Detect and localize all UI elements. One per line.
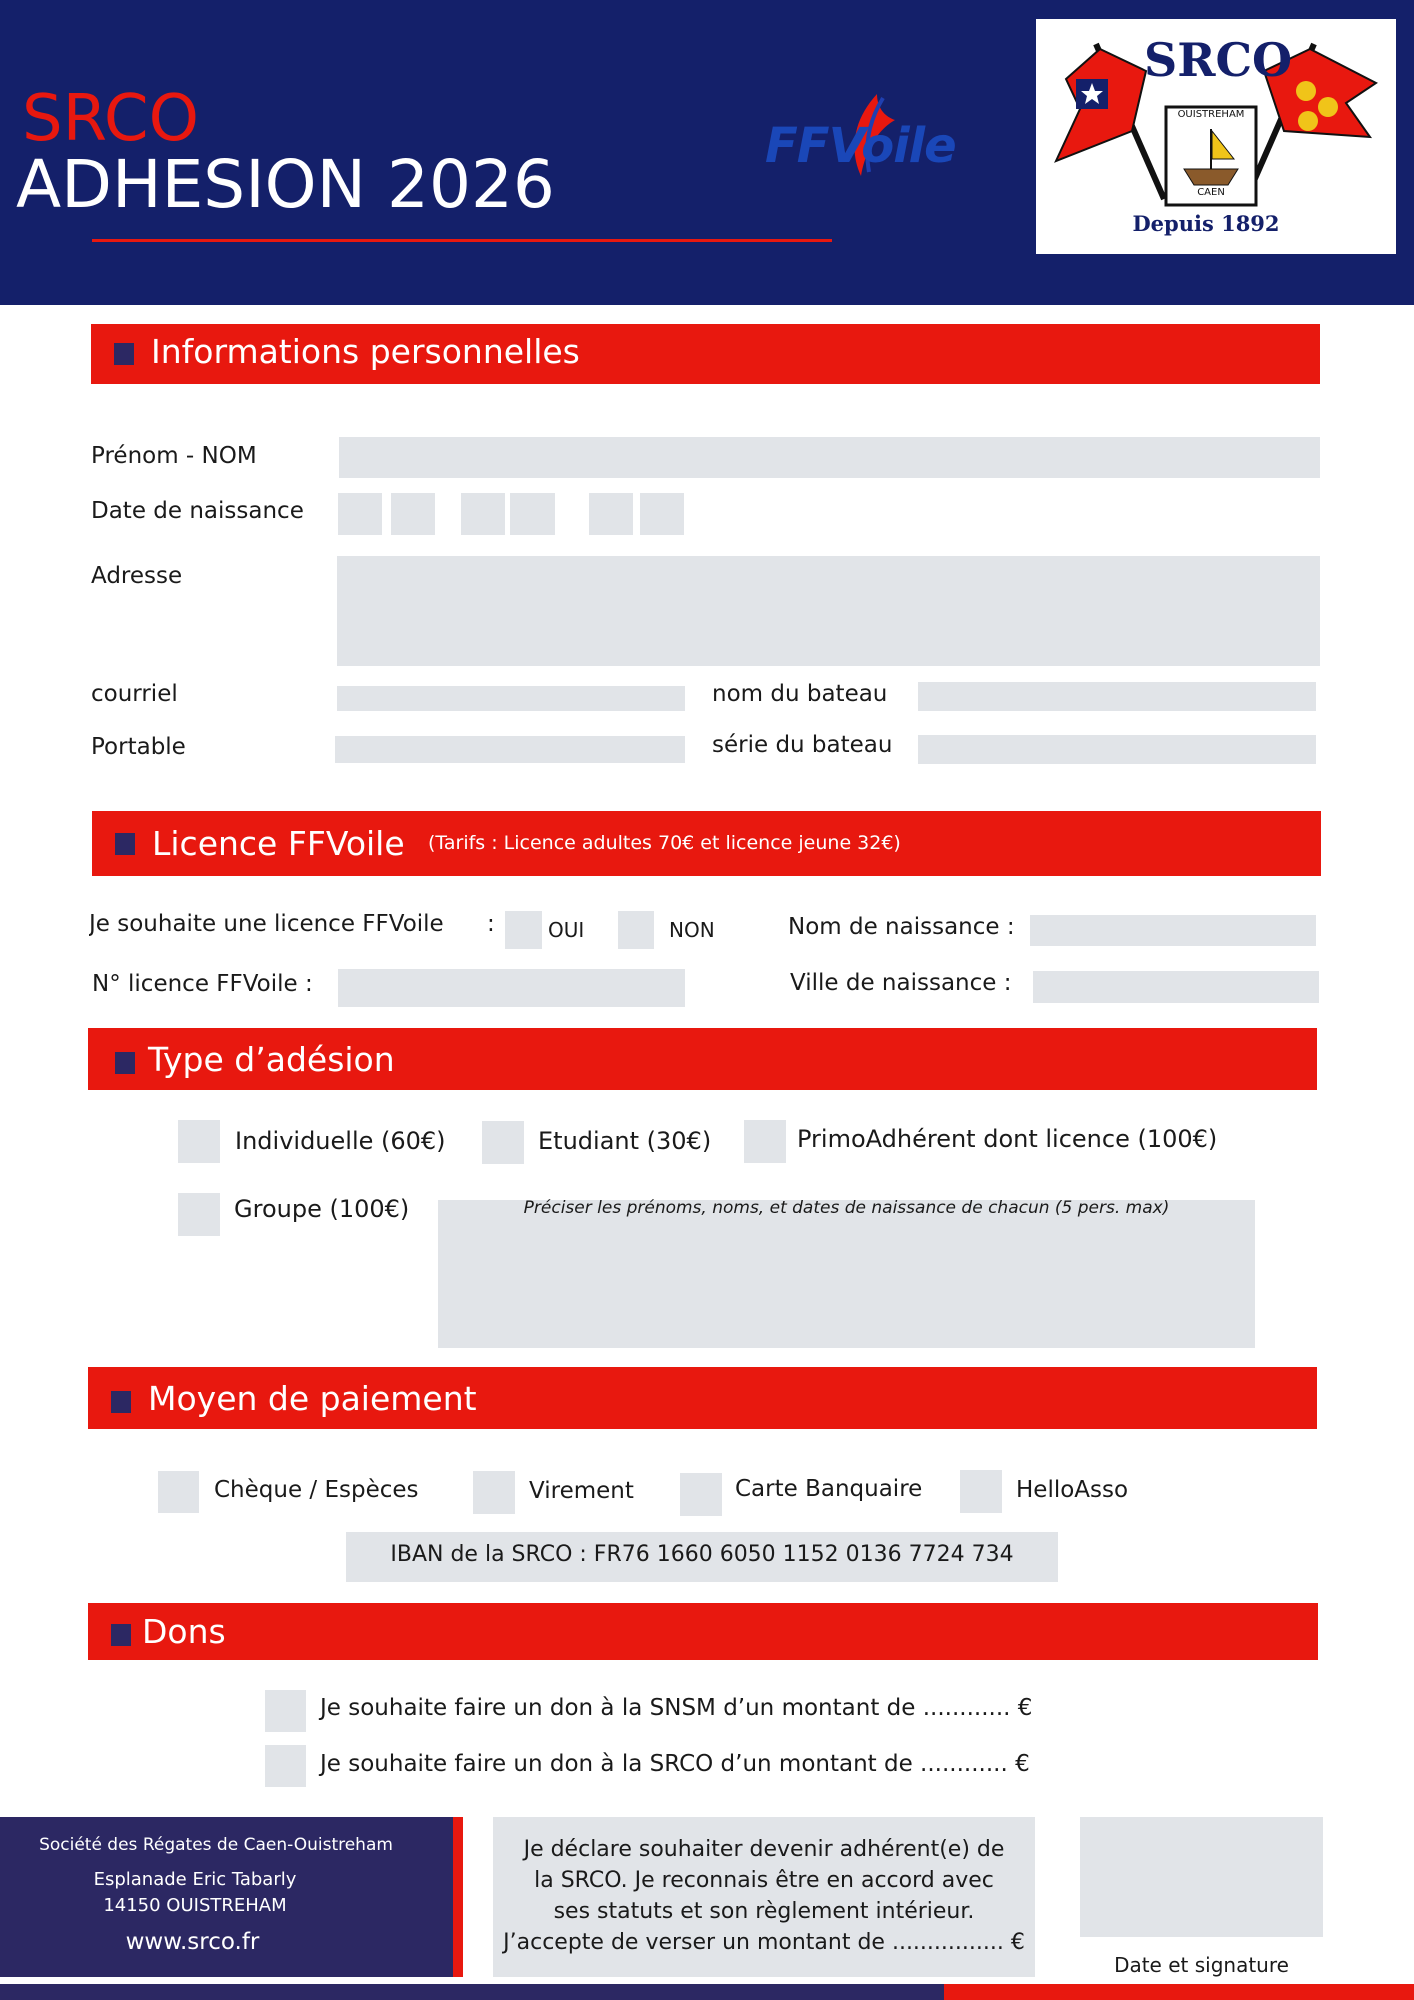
club-logo-town: CAEN [1197,187,1225,198]
cheque-label: Chèque / Espèces [214,1477,419,1503]
email-label: courriel [91,681,178,707]
section-marker [115,833,135,855]
boat-name-input[interactable] [918,682,1316,711]
name-input[interactable] [339,437,1320,478]
don-snsm-checkbox[interactable] [265,1690,306,1732]
declaration-line-3: ses statuts et son règlement intérieur. [553,1899,975,1924]
declaration-text [493,1834,1035,1958]
birth-year-2[interactable] [640,493,684,535]
declaration-line-1: Je déclare souhaiter devenir adhérent(e) de [523,1837,1005,1862]
birth-date-label: Date de naissance [91,498,304,524]
address-label: Adresse [91,563,183,589]
footer-org-name: Société des Régates de Caen-Ouistreham [39,1835,393,1855]
section-licence-note: (Tarifs : Licence adultes 70€ et licence jeune 32€) [428,832,901,854]
boat-name-label: nom du bateau [712,681,888,707]
footer-address-line1: Esplanade Eric Tabarly [93,1869,297,1890]
club-logo-city: OUISTREHAM [1177,109,1245,120]
email-input[interactable] [337,686,685,711]
ffvoile-logo: FFVoile [765,90,975,180]
individual-checkbox[interactable] [178,1120,220,1163]
first-time-checkbox[interactable] [744,1120,786,1163]
section-dons-title: Dons [142,1612,226,1651]
licence-number-label: N° licence FFVoile : [92,971,313,997]
cheque-checkbox[interactable] [158,1471,199,1513]
iban-text: IBAN de la SRCO : FR76 1660 6050 1152 0136 7724 734 [390,1542,1014,1567]
student-label: Etudiant (30€) [538,1127,712,1155]
don-srco-checkbox[interactable] [265,1745,306,1787]
birth-month-1[interactable] [461,493,505,535]
section-payment [88,1367,1317,1429]
club-logo [1036,19,1396,254]
footer-address-panel [0,1817,453,1977]
section-licence-title: Licence FFVoile [152,824,405,863]
section-personal-title: Informations personnelles [151,332,580,371]
licence-wish-label: Je souhaite une licence FFVoile [89,911,444,937]
birth-city-label: Ville de naissance : [790,970,1012,996]
declaration-line-2: la SRCO. Je reconnais être en accord avec [534,1868,994,1893]
birth-name-input[interactable] [1030,915,1316,946]
group-label: Groupe (100€) [234,1195,410,1223]
birth-day-1[interactable] [338,493,382,535]
don-snsm-label: Je souhaite faire un don à la SNSM d’un montant de ............ € [320,1695,1033,1721]
section-payment-title: Moyen de paiement [148,1379,477,1418]
page-title: ADHESION 2026 [16,146,555,223]
licence-number-input[interactable] [338,969,685,1007]
club-logo-since: Depuis 1892 [1132,211,1280,236]
group-note: Préciser les prénoms, noms, et dates de naissance de chacun (5 pers. max) [523,1198,1170,1218]
birth-name-label: Nom de naissance : [788,914,1015,940]
card-checkbox[interactable] [680,1473,722,1516]
address-input[interactable] [337,556,1320,666]
licence-wish-colon: : [487,911,495,937]
licence-yes-label: OUI [548,918,585,942]
footer-bottom-red [944,1984,1414,2000]
licence-yes-checkbox[interactable] [505,911,542,949]
org-title: SRCO [22,82,199,156]
declaration-line-4: J’accepte de verser un montant de ................ € [503,1930,1025,1955]
club-logo-name: SRCO [1144,33,1293,87]
card-label: Carte Banquaire [735,1476,923,1502]
section-type [88,1028,1317,1090]
section-marker [111,1391,131,1413]
section-personal [91,324,1320,384]
birth-city-input[interactable] [1033,971,1319,1003]
footer-website-link[interactable]: www.srco.fr [125,1929,260,1955]
birth-year-1[interactable] [589,493,633,535]
section-type-title: Type d’adésion [148,1040,395,1079]
group-checkbox[interactable] [178,1193,220,1236]
don-srco-label: Je souhaite faire un don à la SRCO d’un montant de ............ € [320,1751,1030,1777]
helloasso-label: HelloAsso [1016,1477,1129,1503]
boat-series-input[interactable] [918,735,1316,764]
helloasso-checkbox[interactable] [960,1470,1002,1513]
header-band [0,0,1414,305]
name-label: Prénom - NOM [91,443,257,469]
transfer-checkbox[interactable] [473,1471,515,1514]
licence-no-label: NON [669,918,715,942]
student-checkbox[interactable] [482,1121,524,1164]
section-marker [114,343,134,365]
signature-input[interactable] [1080,1817,1323,1937]
phone-label: Portable [91,734,186,760]
transfer-label: Virement [529,1478,634,1504]
section-marker [111,1624,131,1646]
footer-address-line2: 14150 OUISTREHAM [103,1895,287,1916]
individual-label: Individuelle (60€) [235,1127,446,1155]
first-time-label: PrimoAdhérent dont licence (100€) [797,1125,1218,1153]
phone-input[interactable] [335,736,685,763]
section-marker [115,1052,135,1074]
birth-day-2[interactable] [391,493,435,535]
boat-series-label: série du bateau [712,732,893,758]
title-underline [92,239,832,242]
licence-no-checkbox[interactable] [618,911,654,949]
footer-bottom-band [0,1984,944,2000]
signature-label: Date et signature [1114,1953,1289,1977]
birth-month-2[interactable] [510,493,555,535]
footer-red-stripe [453,1817,463,1977]
section-licence [92,811,1321,876]
group-members-input[interactable] [438,1200,1255,1348]
section-dons [88,1603,1318,1660]
